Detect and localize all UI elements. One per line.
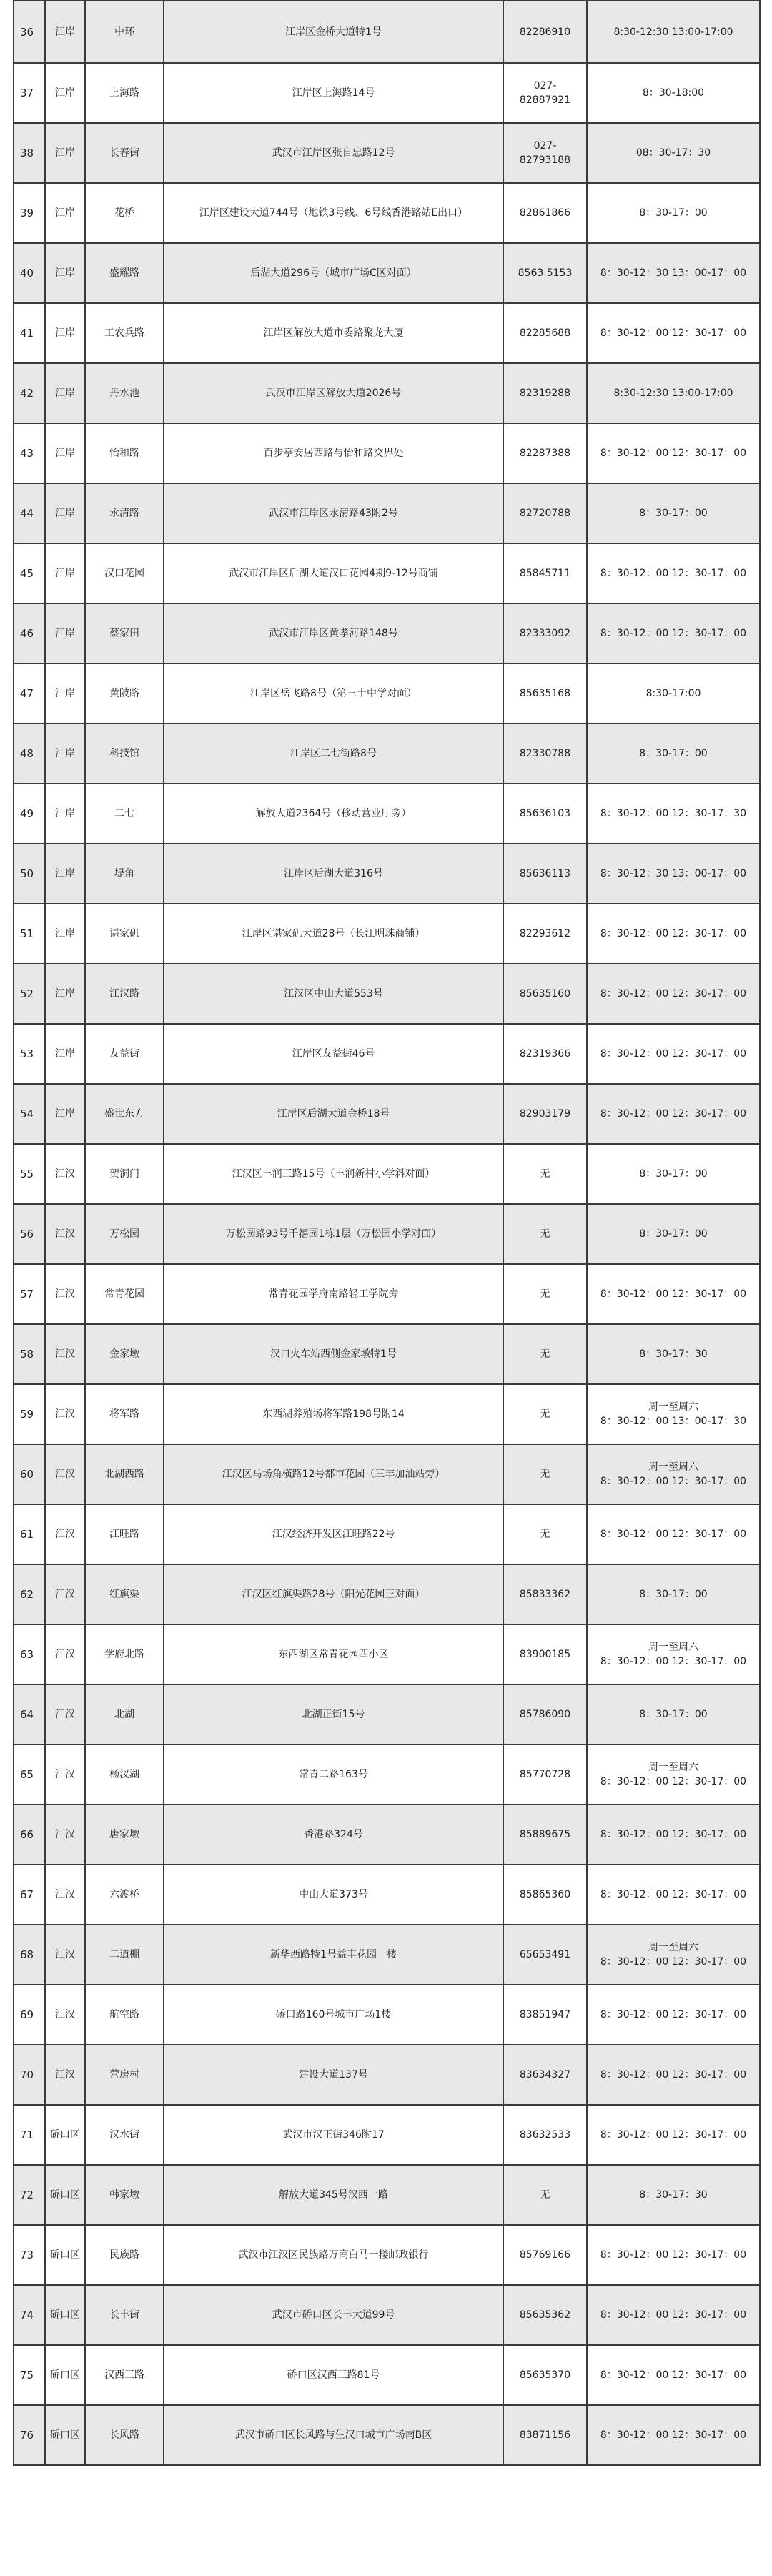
outlet-name-cell: 黄陂路 (85, 663, 164, 724)
address-cell: 解放大道2364号（移动营业厅旁） (164, 784, 503, 844)
district-cell: 江岸 (45, 423, 85, 483)
row-number: 53 (14, 1024, 45, 1084)
row-number: 66 (14, 1805, 45, 1865)
table-row (14, 2165, 760, 2225)
hours-cell: 8：30-12：00 12：30-17：00 (587, 964, 760, 1024)
row-number: 62 (14, 1564, 45, 1624)
address-cell: 江岸区友益街46号 (164, 1024, 503, 1084)
outlet-name-cell: 汉口花园 (85, 543, 164, 603)
outlet-table-body (14, 1, 760, 2465)
phone-cell: 027-82793188 (503, 123, 587, 183)
table-row (14, 363, 760, 423)
hours-cell: 8:30-12:30 13:00-17:00 (587, 363, 760, 423)
table-row (14, 183, 760, 243)
phone-cell: 82903179 (503, 1084, 587, 1144)
outlet-name-cell: 汉水街 (85, 2105, 164, 2165)
row-number: 69 (14, 1985, 45, 2045)
phone-cell: 83900185 (503, 1624, 587, 1684)
district-cell: 江岸 (45, 243, 85, 303)
row-number: 46 (14, 603, 45, 663)
hours-cell: 8：30-12：00 12：30-17：30 (587, 784, 760, 844)
hours-cell: 8：30-12：00 12：30-17：00 (587, 904, 760, 964)
phone-cell: 83851947 (503, 1985, 587, 2045)
row-number: 76 (14, 2405, 45, 2465)
hours-cell: 8:30-17:00 (587, 663, 760, 724)
outlet-name-cell: 红旗渠 (85, 1564, 164, 1624)
phone-cell: 83871156 (503, 2405, 587, 2465)
hours-cell: 8：30-12：30 13：00-17：00 (587, 243, 760, 303)
address-cell: 江岸区岳飞路8号（第三十中学对面） (164, 663, 503, 724)
row-number: 75 (14, 2345, 45, 2405)
row-number: 42 (14, 363, 45, 423)
row-number: 74 (14, 2285, 45, 2345)
phone-cell: 无 (503, 2165, 587, 2225)
row-number: 64 (14, 1684, 45, 1745)
district-cell: 江汉 (45, 1564, 85, 1624)
row-number: 65 (14, 1745, 45, 1805)
table-row (14, 1564, 760, 1624)
address-cell: 江汉区红旗渠路28号（阳光花园正对面） (164, 1564, 503, 1624)
outlet-name-cell: 江旺路 (85, 1504, 164, 1564)
phone-cell: 85769166 (503, 2225, 587, 2285)
hours-cell: 8：30-12：00 12：30-17：00 (587, 1024, 760, 1084)
phone-cell: 82330788 (503, 724, 587, 784)
row-number: 38 (14, 123, 45, 183)
outlet-table-sheet (13, 0, 759, 2466)
address-cell: 汉口火车站西侧金家墩特1号 (164, 1324, 503, 1384)
table-row (14, 2405, 760, 2465)
hours-cell: 8：30-12：00 12：30-17：00 (587, 1865, 760, 1925)
phone-cell: 83634327 (503, 2045, 587, 2105)
address-cell: 武汉市江岸区张自忠路12号 (164, 123, 503, 183)
row-number: 68 (14, 1925, 45, 1985)
address-cell: 武汉市江岸区解放大道2026号 (164, 363, 503, 423)
hours-cell: 8：30-17：00 (587, 724, 760, 784)
address-cell: 建设大道137号 (164, 2045, 503, 2105)
outlet-name-cell: 六渡桥 (85, 1865, 164, 1925)
table-row (14, 2285, 760, 2345)
phone-cell: 83632533 (503, 2105, 587, 2165)
outlet-name-cell: 堤角 (85, 844, 164, 904)
phone-cell: 85635370 (503, 2345, 587, 2405)
outlet-table (13, 0, 761, 2466)
table-row (14, 243, 760, 303)
hours-cell: 8：30-17：00 (587, 1204, 760, 1264)
outlet-name-cell: 长春街 (85, 123, 164, 183)
phone-cell: 82861866 (503, 183, 587, 243)
table-row (14, 1, 760, 63)
row-number: 43 (14, 423, 45, 483)
table-row (14, 724, 760, 784)
outlet-name-cell: 盛世东方 (85, 1084, 164, 1144)
hours-cell: 周一至周六 8：30-12：00 12：30-17：00 (587, 1624, 760, 1684)
district-cell: 江岸 (45, 603, 85, 663)
phone-cell: 85636113 (503, 844, 587, 904)
address-cell: 武汉市江岸区后湖大道汉口花园4期9-12号商铺 (164, 543, 503, 603)
address-cell: 常青二路163号 (164, 1745, 503, 1805)
outlet-name-cell: 永清路 (85, 483, 164, 543)
address-cell: 江岸区后湖大道316号 (164, 844, 503, 904)
district-cell: 江岸 (45, 844, 85, 904)
row-number: 55 (14, 1144, 45, 1204)
address-cell: 北湖正街15号 (164, 1684, 503, 1745)
district-cell: 江岸 (45, 784, 85, 844)
table-row (14, 1384, 760, 1444)
phone-cell: 85635168 (503, 663, 587, 724)
phone-cell: 85636103 (503, 784, 587, 844)
address-cell: 江岸区金桥大道特1号 (164, 1, 503, 63)
phone-cell: 82285688 (503, 303, 587, 363)
table-row (14, 1504, 760, 1564)
hours-cell: 周一至周六 8：30-12：00 13：00-17：30 (587, 1384, 760, 1444)
hours-cell: 8：30-12：00 12：30-17：00 (587, 1264, 760, 1324)
row-number: 60 (14, 1444, 45, 1504)
outlet-name-cell: 韩家墩 (85, 2165, 164, 2225)
district-cell: 江岸 (45, 663, 85, 724)
table-row (14, 1444, 760, 1504)
table-row (14, 63, 760, 123)
district-cell: 硚口区 (45, 2165, 85, 2225)
row-number: 52 (14, 964, 45, 1024)
table-row (14, 603, 760, 663)
table-row (14, 123, 760, 183)
address-cell: 东西湖区常青花园四小区 (164, 1624, 503, 1684)
phone-cell: 82286910 (503, 1, 587, 63)
table-row (14, 2045, 760, 2105)
address-cell: 江岸区解放大道市委路聚龙大厦 (164, 303, 503, 363)
hours-cell: 周一至周六 8：30-12：00 12：30-17：00 (587, 1745, 760, 1805)
district-cell: 江岸 (45, 1, 85, 63)
district-cell: 江岸 (45, 303, 85, 363)
address-cell: 武汉市硚口区长风路与生汉口城市广场南B区 (164, 2405, 503, 2465)
district-cell: 江岸 (45, 964, 85, 1024)
table-row (14, 1024, 760, 1084)
outlet-name-cell: 常青花园 (85, 1264, 164, 1324)
address-cell: 万松园路93号千禧园1栋1层（万松园小学对面） (164, 1204, 503, 1264)
address-cell: 解放大道345号汉西一路 (164, 2165, 503, 2225)
address-cell: 江汉经济开发区江旺路22号 (164, 1504, 503, 1564)
row-number: 41 (14, 303, 45, 363)
outlet-name-cell: 贺洞门 (85, 1144, 164, 1204)
outlet-name-cell: 怡和路 (85, 423, 164, 483)
hours-cell: 8：30-12：00 12：30-17：00 (587, 1084, 760, 1144)
outlet-name-cell: 上海路 (85, 63, 164, 123)
row-number: 39 (14, 183, 45, 243)
table-row (14, 1264, 760, 1324)
district-cell: 硚口区 (45, 2225, 85, 2285)
address-cell: 硚口路160号城市广场1楼 (164, 1985, 503, 2045)
hours-cell: 8：30-12：00 12：30-17：00 (587, 1805, 760, 1865)
hours-cell: 8：30-17：00 (587, 1564, 760, 1624)
phone-cell: 无 (503, 1144, 587, 1204)
district-cell: 江岸 (45, 1084, 85, 1144)
table-row (14, 1684, 760, 1745)
phone-cell: 65653491 (503, 1925, 587, 1985)
district-cell: 江岸 (45, 123, 85, 183)
district-cell: 江汉 (45, 1504, 85, 1564)
phone-cell: 无 (503, 1264, 587, 1324)
row-number: 37 (14, 63, 45, 123)
hours-cell: 8：30-12：00 12：30-17：00 (587, 2405, 760, 2465)
outlet-name-cell: 北湖 (85, 1684, 164, 1745)
outlet-name-cell: 学府北路 (85, 1624, 164, 1684)
address-cell: 江岸区二七街路8号 (164, 724, 503, 784)
row-number: 71 (14, 2105, 45, 2165)
table-row (14, 1204, 760, 1264)
table-row (14, 1084, 760, 1144)
row-number: 58 (14, 1324, 45, 1384)
district-cell: 江汉 (45, 1204, 85, 1264)
hours-cell: 8：30-12：00 12：30-17：00 (587, 543, 760, 603)
phone-cell: 85635160 (503, 964, 587, 1024)
outlet-name-cell: 金家墩 (85, 1324, 164, 1384)
outlet-name-cell: 盛耀路 (85, 243, 164, 303)
district-cell: 江汉 (45, 1264, 85, 1324)
outlet-name-cell: 长风路 (85, 2405, 164, 2465)
row-number: 63 (14, 1624, 45, 1684)
district-cell: 江汉 (45, 1745, 85, 1805)
hours-cell: 08：30-17：30 (587, 123, 760, 183)
table-row (14, 784, 760, 844)
row-number: 36 (14, 1, 45, 63)
row-number: 59 (14, 1384, 45, 1444)
hours-cell: 8：30-12：00 12：30-17：00 (587, 2225, 760, 2285)
row-number: 47 (14, 663, 45, 724)
phone-cell: 无 (503, 1324, 587, 1384)
district-cell: 江汉 (45, 1384, 85, 1444)
row-number: 57 (14, 1264, 45, 1324)
table-row (14, 2225, 760, 2285)
outlet-name-cell: 汉西三路 (85, 2345, 164, 2405)
district-cell: 江汉 (45, 1624, 85, 1684)
hours-cell: 8：30-12：00 12：30-17：00 (587, 303, 760, 363)
hours-cell: 8：30-12：30 13：00-17：00 (587, 844, 760, 904)
address-cell: 江汉区丰润三路15号（丰润新村小学斜对面） (164, 1144, 503, 1204)
district-cell: 江汉 (45, 1144, 85, 1204)
table-row (14, 1144, 760, 1204)
district-cell: 江汉 (45, 1985, 85, 2045)
table-row (14, 1865, 760, 1925)
row-number: 67 (14, 1865, 45, 1925)
district-cell: 江岸 (45, 904, 85, 964)
table-row (14, 483, 760, 543)
table-row (14, 1985, 760, 2045)
phone-cell: 027-82887921 (503, 63, 587, 123)
phone-cell: 无 (503, 1504, 587, 1564)
address-cell: 江岸区建设大道744号（地铁3号线、6号线香港路站E出口） (164, 183, 503, 243)
address-cell: 江汉区中山大道553号 (164, 964, 503, 1024)
outlet-name-cell: 工农兵路 (85, 303, 164, 363)
row-number: 44 (14, 483, 45, 543)
phone-cell: 无 (503, 1384, 587, 1444)
phone-cell: 无 (503, 1444, 587, 1504)
district-cell: 江岸 (45, 483, 85, 543)
table-row (14, 1805, 760, 1865)
address-cell: 武汉市江岸区黄孝河路148号 (164, 603, 503, 663)
district-cell: 江岸 (45, 724, 85, 784)
address-cell: 中山大道373号 (164, 1865, 503, 1925)
district-cell: 硚口区 (45, 2105, 85, 2165)
row-number: 40 (14, 243, 45, 303)
hours-cell: 8：30-12：00 12：30-17：00 (587, 1504, 760, 1564)
address-cell: 江岸区上海路14号 (164, 63, 503, 123)
outlet-name-cell: 花桥 (85, 183, 164, 243)
address-cell: 武汉市汉正街346附17 (164, 2105, 503, 2165)
table-row (14, 844, 760, 904)
phone-cell: 85770728 (503, 1745, 587, 1805)
row-number: 50 (14, 844, 45, 904)
row-number: 72 (14, 2165, 45, 2225)
phone-cell: 82293612 (503, 904, 587, 964)
district-cell: 江汉 (45, 1684, 85, 1745)
outlet-name-cell: 北湖西路 (85, 1444, 164, 1504)
outlet-name-cell: 友益街 (85, 1024, 164, 1084)
hours-cell: 8：30-12：00 12：30-17：00 (587, 2285, 760, 2345)
outlet-name-cell: 营房村 (85, 2045, 164, 2105)
address-cell: 武汉市江岸区永清路43附2号 (164, 483, 503, 543)
district-cell: 江岸 (45, 1024, 85, 1084)
district-cell: 江汉 (45, 1444, 85, 1504)
outlet-name-cell: 中环 (85, 1, 164, 63)
outlet-name-cell: 科技馆 (85, 724, 164, 784)
phone-cell: 8563 5153 (503, 243, 587, 303)
phone-cell: 82287388 (503, 423, 587, 483)
outlet-name-cell: 万松园 (85, 1204, 164, 1264)
address-cell: 武汉市硚口区长丰大道99号 (164, 2285, 503, 2345)
hours-cell: 8：30-17：30 (587, 1324, 760, 1384)
table-row (14, 2345, 760, 2405)
phone-cell: 85635362 (503, 2285, 587, 2345)
phone-cell: 85865360 (503, 1865, 587, 1925)
outlet-name-cell: 丹水池 (85, 363, 164, 423)
address-cell: 新华西路特1号益丰花园一楼 (164, 1925, 503, 1985)
table-row (14, 423, 760, 483)
address-cell: 武汉市江汉区民族路万商白马一楼邮政银行 (164, 2225, 503, 2285)
row-number: 45 (14, 543, 45, 603)
outlet-name-cell: 蔡家田 (85, 603, 164, 663)
phone-cell: 82720788 (503, 483, 587, 543)
district-cell: 江岸 (45, 363, 85, 423)
table-row (14, 663, 760, 724)
table-row (14, 1324, 760, 1384)
table-row (14, 2105, 760, 2165)
phone-cell: 85889675 (503, 1805, 587, 1865)
address-cell: 硚口区汉西三路81号 (164, 2345, 503, 2405)
phone-cell: 82333092 (503, 603, 587, 663)
address-cell: 后湖大道296号（城市广场C区对面） (164, 243, 503, 303)
district-cell: 江汉 (45, 1324, 85, 1384)
district-cell: 硚口区 (45, 2285, 85, 2345)
outlet-name-cell: 二七 (85, 784, 164, 844)
table-row (14, 303, 760, 363)
district-cell: 硚口区 (45, 2405, 85, 2465)
hours-cell: 8：30-12：00 12：30-17：00 (587, 2045, 760, 2105)
address-cell: 东西湖养殖场将军路198号附14 (164, 1384, 503, 1444)
outlet-name-cell: 谌家矶 (85, 904, 164, 964)
district-cell: 江汉 (45, 2045, 85, 2105)
address-cell: 常青花园学府南路轻工学院旁 (164, 1264, 503, 1324)
phone-cell: 82319366 (503, 1024, 587, 1084)
table-row (14, 543, 760, 603)
row-number: 49 (14, 784, 45, 844)
hours-cell: 8：30-12：00 12：30-17：00 (587, 603, 760, 663)
district-cell: 江汉 (45, 1805, 85, 1865)
hours-cell: 8：30-17：00 (587, 1144, 760, 1204)
outlet-name-cell: 江汉路 (85, 964, 164, 1024)
outlet-name-cell: 唐家墩 (85, 1805, 164, 1865)
hours-cell: 8：30-17：00 (587, 183, 760, 243)
phone-cell: 85833362 (503, 1564, 587, 1624)
hours-cell: 8：30-12：00 12：30-17：00 (587, 2345, 760, 2405)
hours-cell: 8：30-12：00 12：30-17：00 (587, 423, 760, 483)
district-cell: 江岸 (45, 183, 85, 243)
address-cell: 江汉区马场角横路12号都市花园（三丰加油站旁） (164, 1444, 503, 1504)
row-number: 70 (14, 2045, 45, 2105)
hours-cell: 8：30-12：00 12：30-17：00 (587, 2105, 760, 2165)
row-number: 48 (14, 724, 45, 784)
address-cell: 江岸区后湖大道金桥18号 (164, 1084, 503, 1144)
phone-cell: 85786090 (503, 1684, 587, 1745)
table-row (14, 964, 760, 1024)
outlet-name-cell: 二道棚 (85, 1925, 164, 1985)
outlet-name-cell: 长丰街 (85, 2285, 164, 2345)
address-cell: 百步亭安居西路与怡和路交界处 (164, 423, 503, 483)
outlet-name-cell: 杨汊湖 (85, 1745, 164, 1805)
row-number: 54 (14, 1084, 45, 1144)
row-number: 56 (14, 1204, 45, 1264)
hours-cell: 8：30-18:00 (587, 63, 760, 123)
table-row (14, 1925, 760, 1985)
row-number: 61 (14, 1504, 45, 1564)
address-cell: 香港路324号 (164, 1805, 503, 1865)
hours-cell: 周一至周六 8：30-12：00 12：30-17：00 (587, 1925, 760, 1985)
outlet-name-cell: 航空路 (85, 1985, 164, 2045)
district-cell: 江岸 (45, 543, 85, 603)
district-cell: 硚口区 (45, 2345, 85, 2405)
phone-cell: 无 (503, 1204, 587, 1264)
district-cell: 江岸 (45, 63, 85, 123)
phone-cell: 85845711 (503, 543, 587, 603)
table-row (14, 904, 760, 964)
address-cell: 江岸区谌家矶大道28号（长江明珠商铺） (164, 904, 503, 964)
hours-cell: 8：30-17：00 (587, 1684, 760, 1745)
hours-cell: 周一至周六 8：30-12：00 12：30-17：00 (587, 1444, 760, 1504)
row-number: 73 (14, 2225, 45, 2285)
outlet-name-cell: 将军路 (85, 1384, 164, 1444)
table-row (14, 1624, 760, 1684)
hours-cell: 8：30-17：00 (587, 483, 760, 543)
hours-cell: 8:30-12:30 13:00-17:00 (587, 1, 760, 63)
phone-cell: 82319288 (503, 363, 587, 423)
table-row (14, 1745, 760, 1805)
district-cell: 江汉 (45, 1865, 85, 1925)
row-number: 51 (14, 904, 45, 964)
hours-cell: 8：30-12：00 12：30-17：00 (587, 1985, 760, 2045)
district-cell: 江汉 (45, 1925, 85, 1985)
hours-cell: 8：30-17：30 (587, 2165, 760, 2225)
outlet-name-cell: 民族路 (85, 2225, 164, 2285)
